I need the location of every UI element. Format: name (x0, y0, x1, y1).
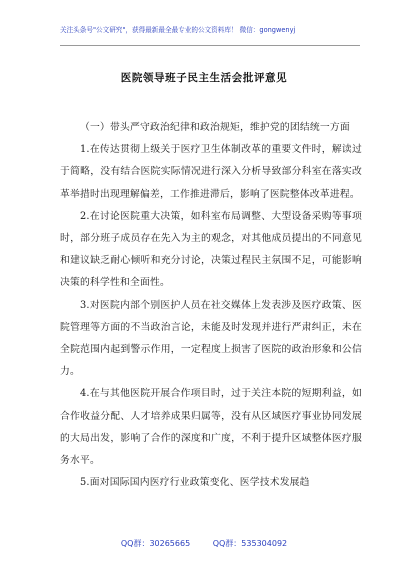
header-promo-note: 关注头条号"公文研究"，获得最新最全最专业的公文资料库！ 微信：gongwenyj (60, 26, 296, 34)
document-title: 医院领导班子民主生活会批评意见 (120, 72, 288, 84)
footer-qq-group-2: QQ群：535304092 (212, 539, 288, 548)
footer-qq-group-1: QQ群：30265665 (120, 539, 191, 548)
paragraph-item-4: 4.在与其他医院开展合作项目时，过于关注本院的短期利益，如合作收益分配、人才培养成果归属等，没有从区域医疗事业协同发展的大局出发，影响了合作的深度和广度，不利于提升区域整体医疗服务水平。 (60, 388, 362, 467)
section-heading: （一）带头严守政治纪律和政治规矩，维护党的团结统一方面 (80, 122, 350, 133)
paragraph-item-3: 3.对医院内部个别医护人员在社交媒体上发表涉及医疗政策、医院管理等方面的不当政治言论，未能及时发现并进行严肃纠正，未在全院范围内起到警示作用，一定程度上损害了医院的政治形象和公信力。 (60, 299, 362, 378)
header-divider (60, 45, 360, 46)
document-body (60, 117, 362, 494)
footer-contacts (0, 538, 408, 549)
paragraph-item-5: 5.面对国际国内医疗行业政策变化、医学技术发展趋 (80, 477, 310, 489)
paragraph-item-1: 1.在传达贯彻上级关于医疗卫生体制改革的重要文件时，解读过于简略，没有结合医院实际情况进行深入分析导致部分科室在落实改革举措时出现理解偏差，工作推进滞后，影响了医院整体改革进程。 (60, 144, 362, 200)
paragraph-item-2: 2.在讨论医院重大决策，如科室布局调整、大型设备采购等事项时，部分班子成员存在先入为主的观念，对其他成员提出的不同意见和建议缺乏耐心倾听和充分讨论，决策过程民主氛围不足，可能影响决策的科学性和全面性。 (60, 210, 362, 289)
